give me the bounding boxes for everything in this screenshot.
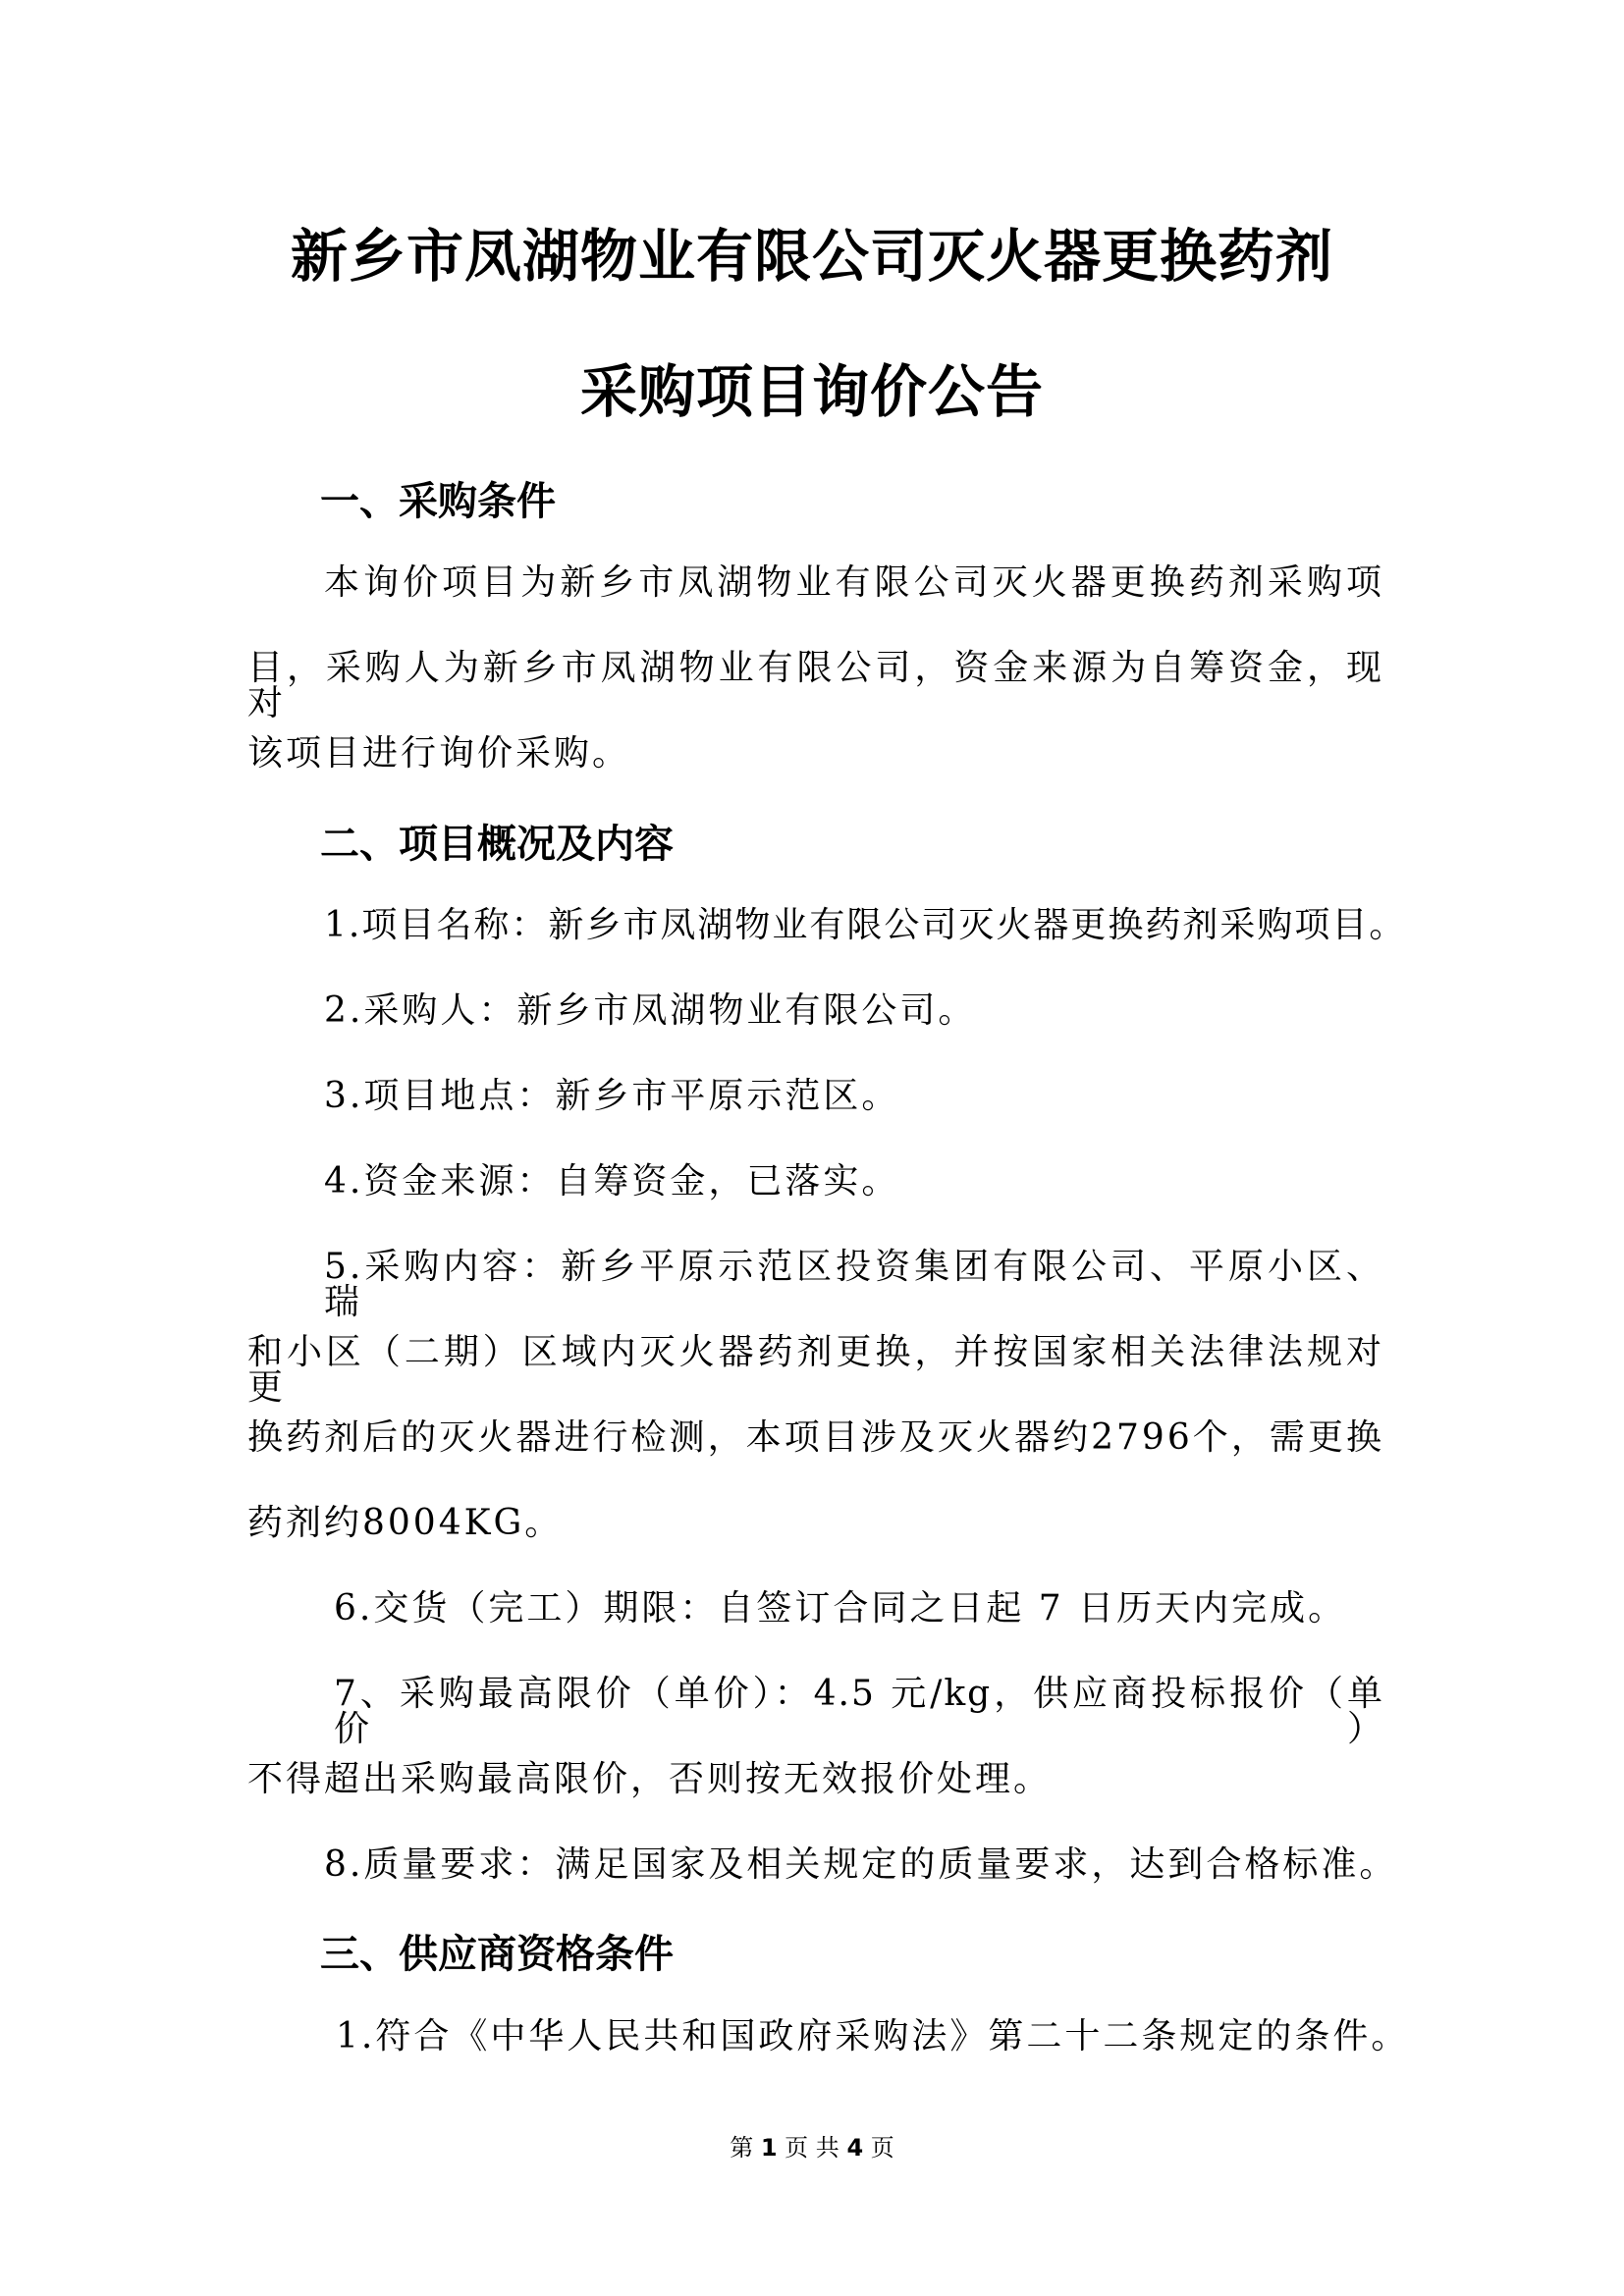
page-footer xyxy=(0,2136,1624,2160)
paragraph-line: 换药剂后的灭火器进行检测，本项目涉及灭火器约2796个，需更换 xyxy=(247,1417,1384,1458)
total-page-count: 4 xyxy=(846,2134,864,2162)
list-item: 4.资金来源：自筹资金，已落实。 xyxy=(324,1161,900,1201)
list-item: 6.交货（完工）期限：自签订合同之日起 7 日历天内完成。 xyxy=(334,1588,1347,1629)
footer-prefix: 第 xyxy=(730,2134,754,2162)
list-item: 2.采购人：新乡市凤湖物业有限公司。 xyxy=(324,990,977,1031)
list-item: 8.质量要求：满足国家及相关规定的质量要求，达到合格标准。 xyxy=(324,1844,1398,1885)
footer-middle: 页 共 xyxy=(785,2134,839,2162)
list-item: 3.项目地点：新乡市平原示范区。 xyxy=(324,1076,900,1116)
section-heading-supplier-qualifications: 三、供应商资格条件 xyxy=(320,1932,674,1977)
footer-suffix: 页 xyxy=(870,2134,894,2162)
paragraph-line: 药剂约8004KG。 xyxy=(247,1503,564,1543)
paragraph-line: 目，采购人为新乡市凤湖物业有限公司，资金来源为自筹资金，现对 xyxy=(247,648,1384,723)
paragraph-line: 不得超出采购最高限价，否则按无效报价处理。 xyxy=(247,1759,1053,1799)
list-item: 5.采购内容：新乡平原示范区投资集团有限公司、平原小区、瑞 xyxy=(324,1247,1384,1322)
section-heading-project-overview: 二、项目概况及内容 xyxy=(320,822,674,867)
document-title-line1: 新乡市凤湖物业有限公司灭火器更换药剂 xyxy=(290,223,1333,290)
section-heading-procurement-conditions: 一、采购条件 xyxy=(320,479,556,524)
paragraph-line: 本询价项目为新乡市凤湖物业有限公司灭火器更换药剂采购项 xyxy=(324,562,1384,603)
paragraph-line: 和小区（二期）区域内灭火器药剂更换，并按国家相关法律法规对更 xyxy=(247,1332,1384,1408)
list-item: 1.项目名称：新乡市凤湖物业有限公司灭火器更换药剂采购项目。 xyxy=(324,905,1407,945)
document-title-line2: 采购项目询价公告 xyxy=(579,358,1044,425)
list-item: 7、采购最高限价（单价）：4.5 元/kg，供应商投标报价（单价） xyxy=(334,1674,1384,1749)
list-item: 1.符合《中华人民共和国政府采购法》第二十二条规定的条件。 xyxy=(336,2016,1410,2056)
current-page-number: 1 xyxy=(760,2134,778,2162)
paragraph-line: 该项目进行询价采购。 xyxy=(247,733,631,774)
